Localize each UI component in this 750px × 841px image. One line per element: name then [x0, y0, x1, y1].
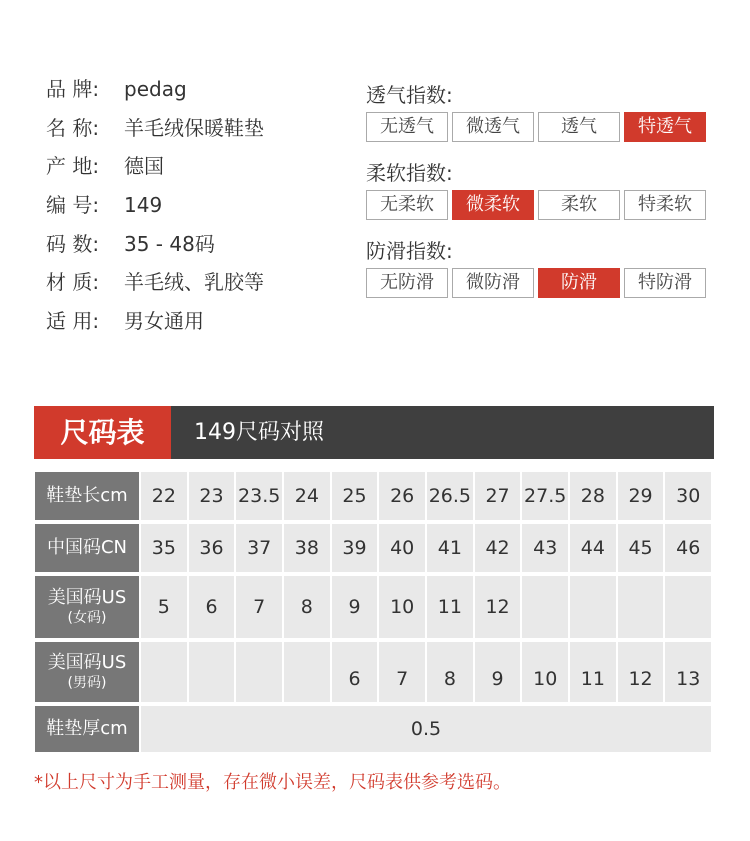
table-cell: 26 [377, 472, 425, 520]
table-cell [187, 642, 235, 702]
table-cell: 36 [187, 524, 235, 572]
table-cell: 7 [377, 642, 425, 702]
index-options [366, 268, 710, 298]
table-cell: 41 [425, 524, 473, 572]
row-header [35, 576, 139, 638]
table-cell [282, 642, 330, 702]
index-option: 特透气 [624, 112, 706, 142]
table-cell: 24 [282, 472, 330, 520]
index-option: 无透气 [366, 112, 448, 142]
table-cell: 11 [568, 642, 616, 702]
table-cell: 22 [139, 472, 187, 520]
size-table [35, 472, 715, 756]
table-row-cn [35, 524, 715, 572]
spec-value: 35 - 48码 [124, 231, 215, 256]
index-options [366, 190, 710, 220]
index-options [366, 112, 710, 142]
spec-row-origin [46, 151, 264, 190]
index-option: 微柔软 [452, 190, 534, 220]
table-cell [234, 642, 282, 702]
table-cell: 27 [473, 472, 521, 520]
spec-label: 产 地: [46, 154, 100, 179]
spec-row-suitable [46, 306, 264, 345]
index-title: 透气指数: [366, 83, 453, 107]
spec-row-name [46, 113, 264, 152]
index-option: 透气 [538, 112, 620, 142]
row-header [35, 642, 139, 702]
index-option: 柔软 [538, 190, 620, 220]
table-cell: 10 [520, 642, 568, 702]
row-cells [139, 706, 711, 752]
table-cell: 7 [234, 576, 282, 638]
banner-title: 尺码表 [34, 406, 171, 459]
table-cell: 8 [425, 642, 473, 702]
table-cell: 45 [616, 524, 664, 572]
table-cell: 42 [473, 524, 521, 572]
index-option: 特防滑 [624, 268, 706, 298]
table-cell: 23.5 [234, 472, 282, 520]
table-cell: 30 [663, 472, 711, 520]
table-row-us-women [35, 576, 715, 638]
table-cell [568, 576, 616, 638]
table-cell: 27.5 [520, 472, 568, 520]
spec-label: 材 质: [46, 270, 100, 295]
table-cell: 12 [616, 642, 664, 702]
table-row-thickness [35, 706, 715, 752]
spec-value: 羊毛绒保暖鞋垫 [124, 115, 264, 140]
table-cell: 5 [139, 576, 187, 638]
row-header-label: 美国码US [47, 652, 127, 673]
row-header-label: 美国码US [47, 587, 127, 608]
size-chart-banner [34, 406, 714, 459]
breathability-index [366, 82, 710, 142]
row-header-sublabel: (男码) [67, 675, 107, 691]
spec-row-material [46, 267, 264, 306]
thickness-value: 0.5 [139, 706, 711, 752]
table-cell: 26.5 [425, 472, 473, 520]
table-cell: 39 [330, 524, 378, 572]
table-cell: 13 [663, 642, 711, 702]
spec-label: 品 牌: [46, 77, 100, 101]
row-header-label: 鞋垫长cm [46, 485, 128, 506]
index-option: 无柔软 [366, 190, 448, 220]
table-cell: 46 [663, 524, 711, 572]
row-cells [139, 472, 711, 520]
table-cell: 10 [377, 576, 425, 638]
row-header-label: 鞋垫厚cm [46, 718, 128, 739]
table-cell: 6 [330, 642, 378, 702]
softness-index [366, 160, 710, 220]
spec-value: 德国 [124, 154, 164, 179]
table-cell: 40 [377, 524, 425, 572]
table-cell: 28 [568, 472, 616, 520]
antislip-index [366, 238, 710, 298]
table-cell [520, 576, 568, 638]
index-option: 无防滑 [366, 268, 448, 298]
index-option: 特柔软 [624, 190, 706, 220]
spec-label: 适 用: [46, 309, 100, 334]
spec-row-number [46, 190, 264, 229]
table-cell: 37 [234, 524, 282, 572]
table-row-us-men [35, 642, 715, 702]
spec-label: 名 称: [46, 115, 100, 140]
row-header [35, 472, 139, 520]
table-cell: 9 [330, 576, 378, 638]
table-row-length [35, 472, 715, 520]
table-cell: 38 [282, 524, 330, 572]
row-header [35, 706, 139, 752]
index-option: 微防滑 [452, 268, 534, 298]
row-cells [139, 576, 711, 638]
spec-row-sizes [46, 229, 264, 268]
table-cell: 35 [139, 524, 187, 572]
table-cell: 12 [473, 576, 521, 638]
table-cell: 6 [187, 576, 235, 638]
table-cell: 11 [425, 576, 473, 638]
table-cell [139, 642, 187, 702]
index-option: 防滑 [538, 268, 620, 298]
spec-value: 羊毛绒、乳胶等 [124, 270, 264, 295]
spec-row-brand [46, 74, 264, 113]
table-cell [616, 576, 664, 638]
row-cells [139, 524, 711, 572]
table-cell: 43 [520, 524, 568, 572]
table-cell [663, 576, 711, 638]
table-cell: 8 [282, 576, 330, 638]
table-cell: 29 [616, 472, 664, 520]
footnote: *以上尺寸为手工测量，存在微小误差，尺码表供参考选码。 [34, 772, 511, 793]
index-title: 防滑指数: [366, 239, 453, 263]
spec-label: 码 数: [46, 231, 100, 256]
row-cells [139, 642, 711, 702]
spec-value: 149 [124, 193, 163, 218]
spec-value: pedag [124, 77, 187, 101]
table-cell: 23 [187, 472, 235, 520]
table-cell: 44 [568, 524, 616, 572]
feature-indexes [366, 82, 710, 316]
row-header [35, 524, 139, 572]
table-cell: 9 [473, 642, 521, 702]
spec-label: 编 号: [46, 193, 100, 218]
index-title: 柔软指数: [366, 161, 453, 185]
row-header-sublabel: (女码) [67, 610, 107, 626]
index-option: 微透气 [452, 112, 534, 142]
table-cell: 25 [330, 472, 378, 520]
banner-subtitle: 149尺码对照 [194, 420, 324, 445]
product-specs [46, 74, 264, 345]
row-header-label: 中国码CN [46, 537, 128, 558]
spec-value: 男女通用 [124, 309, 204, 334]
